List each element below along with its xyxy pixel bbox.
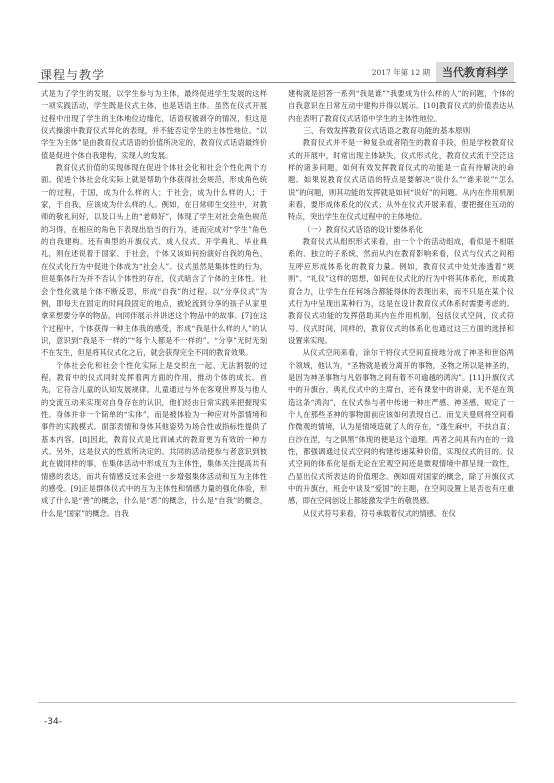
issue-label: 2017 年第 12 期 (371, 67, 430, 77)
page-number: -34- (44, 717, 62, 727)
right-column (288, 88, 514, 520)
paragraph: 从仪式空间来看，涂尔干将仪式空间直接地分成了神圣和世俗两个领域，他认为，“圣物就是被分离开的事物，圣物之所以是神圣的，是因为神圣事物与凡俗事物之间有着不可逾越的鸿沟”。[11]升旗仪式中的升旗台，典礼仪式中的主席台，还有课堂中的讲桌，无不是在筑造这条“鸿沟”，在仪式参与者中传递一种庄严感、神圣感，规定了一个人在那些圣神的事物面前应该如何表现自己。而戈夫曼则将空间看作微观的情境，认为是情境造就了人的存在，“蓬生麻中，不扶自直；白沙在涅，与之俱黑”体现的便是这个道理。两者之间具有内在的一致性，都强调通过仪式空间的构建传递某种价值，实现仪式的目的。仪式空间的体系化是指无论在宏观空间还是微观情境中都呈现一致性，凸显出仪式所表达的价值理念。例如面对国家的概念，除了升旗仪式中的升旗台，班会中谈及“爱国”的主题，在空间设置上是否也有庄重感，即在空间创设上都能激发学生的敬畏感。 (288, 348, 514, 506)
paragraph: 建构就是回答一系列“我是谁”“我要成为什么样的人”的问题，个体的自我意识在日常互动中建构并得以展示。[10]教育仪式的价值表达从内在表明了教育仪式话语中学生的主体性地位。 (288, 89, 514, 123)
journal-header (372, 62, 514, 82)
paragraph: 教育仪式从组织形式来看，由一个个的活动组成，看似是不相联系的、独立的子系统，然而从内在教育影响来看，仪式与仪式之间相互呼应形成体系化的教育力量。例如，教育仪式中处处渗透着“规则”、“礼仪”这样的思想，如何在仪式化的行为中将其体系化，形成教育合力，让学生在任何场合都能得体的表现出来，而不只是在某个仪式行为中呈现出某种行为，这是在设计教育仪式体系时需要考虑的。教育仪式功能的发挥借助其内在作用机制，包括仪式空间，仪式符号、仪式时间，同样的，教育仪式的体系化也通过这三方面的选择和设置来实现。 (288, 237, 514, 345)
header-divider (38, 82, 516, 83)
paragraph: 从仪式符号来看，符号承载着仪式的情感。在仪 (302, 508, 456, 518)
paragraph: 个体社会化和社会个性化实际上是交织在一起、无法割裂的过程。教育中的仪式同时发挥着两方面的作用，推动个体的成长。首先，它符合儿童的认知发展规律。儿童通过与外在客观世界及与他人的交流互动来实现对自身存在的认识，他们经由日常实践来把握现实性。身体并非一个简单的“实体”，而是被体验为一种应对外部情境和事件的实践模式。面部表情和身体其他姿势为场合性或指标性提供了基本内容。[8]因此，教育仪式是比训诫式的教育更为有效的一种方式。另外，这是仪式的性质所决定的。共同的活动使参与者意识到彼此在做同样的事，在集体活动中形成互为主体性，集体关注提高共有情感的表达，而共有情感反过来会进一步增强集体活动和互为主体性的感受。[9]正是群体仪式中的互为主体性和情感力量的强化体验，形成了什么是“善”的概念，什么是“恶”的概念，什么是“自我”的概念，什么是“国家”的概念。自我 (41, 360, 267, 518)
section-heading: 三、有效发挥教育仪式话语之教育功能的基本原则 (303, 126, 471, 136)
section-title: 课程与教学 (40, 68, 106, 82)
paragraph: 式是为了学生的发展，以学生参与为主体，最终促进学生发展的这样一项实践活动，学生既是仪式主体，也是话语主体。虽然在仪式开展过程中出现了学生的主体地位边缘化，话语权被剥夺的情况，但这是仪式操演中教育仪式异化的表现，并不能否定学生的主体性地位。“以学生为主体”是由教育仪式话语的价值所决定的，教育仪式话语最终价值是促进个体自我建构，实现人的发展。 (41, 89, 267, 160)
subsection-heading: （一）教育仪式话语的设计要体系化 (303, 224, 423, 234)
paragraph: 教育仪式并不是一种复杂或者陌生的教育手段，但是学校教育仪式的开展中，时常出现主体缺失，仪式形式化，教育仪式流于空泛这样的诸多问题，如何有效发挥教育仪式的功能是一直有待解决的命题。如果说教育仪式话语的特点是要解决“说什么”“谁来说”“怎么说”的问题，则其功能的发挥就是如何“说好”的问题。从内在作用机制来看，要形成体系化的仪式；从外在仪式开展来看，要把握住互动的特点，突出学生在仪式过程中的主体地位。 (288, 138, 514, 222)
footer-divider (38, 702, 516, 703)
left-column (41, 88, 267, 520)
paragraph: 教育仪式价值的实现体现在促进个体社会化和社会个性化两个方面。促进个体社会化实际上就是帮助个体获得社会规范，形成角色统一的过程，于国，成为什么样的人；于社会，成为什么样的人；于家，于自我，应该成为什么样的人。例如，在日常师生交往中，对教师的敬礼问好，以及口头上的“老师好”，体现了学生对社会角色规范的习得，在相应的角色下表现出恰当的行为，进而完成对“学生”角色的自我建构。还有典型的升旗仪式、成人仪式、开学典礼、毕业典礼，则在述说着于国家、于社会，个体又该如何扮演好自我的角色，在仪式化行为中促进个体成为“社会人”。仪式虽然是集体性的行为，但是集体行为并不否认个体性的存在，仪式暗含了个体的主体性。社会个性化就是个体不断反思，形成“自我”的过程。以“分享仪式”为例，即每天在固定的时间段固定的地点，被轮流到分享的孩子从家里拿来想要分享的物品，向同伴展示并讲述这个物品中的故事。[7]在这个过程中，个体获得一种主体我的感受，形成“我是什么样的人”的认识，意识到“我是不一样的”“每个人都是不一样的”。“分享”无时无刻不在发生，但是将其仪式化之后，就会获得完全不同的教育效果。 (41, 163, 267, 358)
journal-name: 当代教育科学 (436, 62, 514, 82)
